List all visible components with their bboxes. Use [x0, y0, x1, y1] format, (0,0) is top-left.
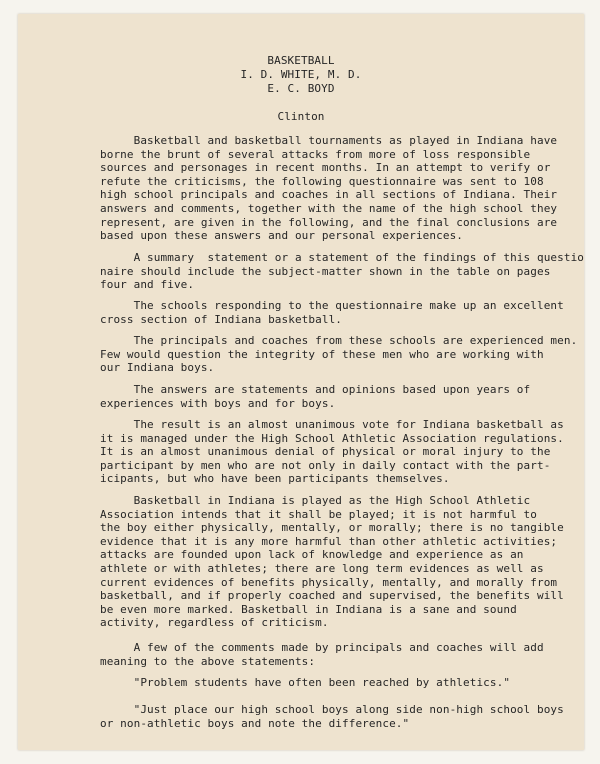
paragraph-schools: The schools responding to the questionnaire make up an excellent cross section of Indiana basketball.: [100, 299, 564, 326]
paragraph-conclusion: Basketball in Indiana is played as the High School Athletic Association intends that it shall be played; it is not harmful to the boy either physically, mentally, or morally; there is no tangible evidence that it is any more harmful than other athletic activities; attacks are founded upon lack of knowledge and experience as an athlete or with athletes; there are long term evidences as well as current evidences of benefits physically, mentally, and morally from basketball, and if properly coached and supervised, the benefits will be even more marked. Basketball in Indiana is a sane and sound activity, regardless of criticism.: [100, 494, 564, 630]
paragraph-answers: The answers are statements and opinions based upon years of experiences with boys and for boys.: [100, 383, 531, 410]
quote-problem-students: "Problem students have often been reached by athletics.": [100, 676, 511, 689]
location-heading: Clinton: [277, 110, 325, 123]
author-white: I. D. WHITE, M. D.: [240, 68, 362, 81]
paragraph-comments-intro: A few of the comments made by principals and coaches will add meaning to the above statements:: [100, 641, 544, 668]
quote-high-school-boys: "Just place our high school boys along side non-high school boys or non-athletic boys and note the difference.": [100, 703, 564, 730]
paragraph-intro: Basketball and basketball tournaments as played in Indiana have borne the brunt of several attacks from more of loss responsible sources and personages in recent months. In an attempt to verify or refute the criticisms, the following questionnaire was sent to 108 high school principals and coaches in all sections of Indiana. Their answers and comments, together with the name of the high school they represent, are given in the following, and the final conclusions are based upon these answers and our personal experiences.: [100, 134, 558, 243]
document-page: [18, 14, 584, 750]
author-boyd: E. C. BOYD: [267, 82, 335, 95]
paragraph-result: The result is an almost unanimous vote for Indiana basketball as it is managed under the High School Athletic Association regulations. It is an almost unanimous denial of physical or moral injury to the participant by men who are not only in daily contact with the part- icipants, but who have been participants themselves.: [100, 418, 564, 486]
document-title: BASKETBALL: [267, 54, 335, 67]
paragraph-summary: A summary statement or a statement of the findings of this questio naire should include the subject-matter shown in the table on pages four and five.: [100, 251, 585, 292]
paragraph-principals: The principals and coaches from these schools are experienced men. Few would question the integrity of these men who are working with our Indiana boys.: [100, 334, 578, 375]
